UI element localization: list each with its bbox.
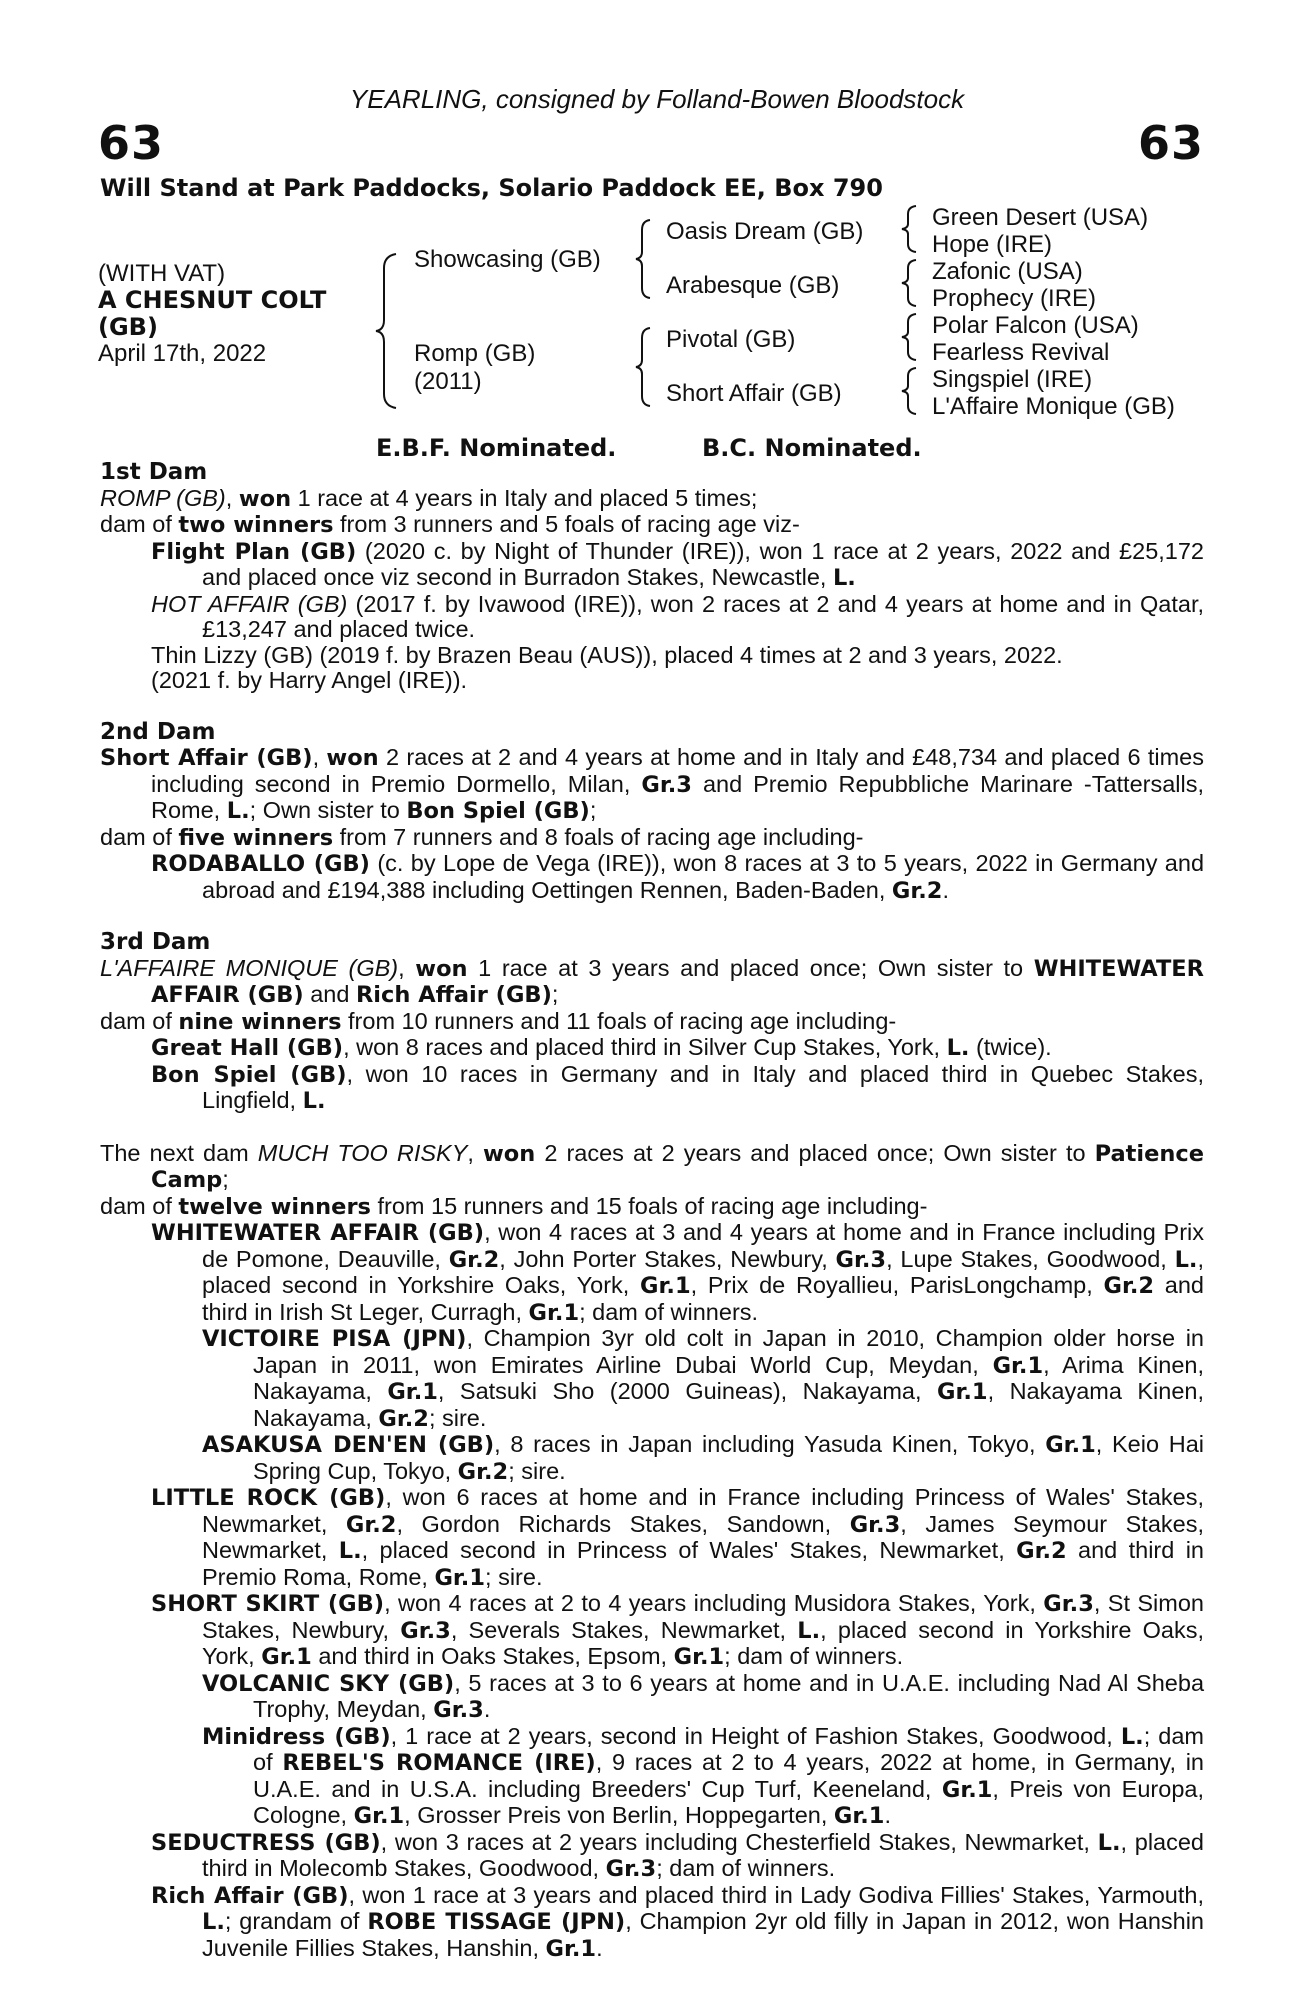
progeny-text: , Preis von Europa, Cologne, bbox=[253, 1775, 1204, 1828]
progeny-bold-text: Gr.1 bbox=[387, 1379, 438, 1405]
progeny-bold-text: Gr.1 bbox=[528, 1299, 580, 1326]
stabling-location: Will Stand at Park Paddocks, Solario Paddock EE, Box 790 bbox=[100, 174, 883, 202]
progeny-text: , Champion 2yr old filly in Japan in 2012, won Hanshin Juvenile Fillies Stakes, Hanshin, bbox=[202, 1908, 1204, 1961]
progeny-bold-text: L. bbox=[797, 1617, 821, 1644]
ggp-6: Fearless Revival bbox=[932, 339, 1110, 366]
third-dam-heading: 3rd Dam bbox=[100, 929, 211, 955]
progeny-text: , 5 races at 3 to 6 years at home and in U.A.E. including Nad Al Sheba Trophy, Meydan, bbox=[253, 1669, 1205, 1722]
progeny-text: , placed second in Princess of Wales' Stakes, Newmarket, bbox=[361, 1537, 1017, 1563]
progeny-bold-text: Gr.3 bbox=[400, 1617, 451, 1644]
progeny-text: , St Simon Stakes, Newbury, bbox=[202, 1590, 1204, 1643]
first-dam-summary: ROMP (GB), won 1 race at 4 years in Italy and placed 5 times; bbox=[100, 484, 758, 512]
ggp-7: Singspiel (IRE) bbox=[932, 366, 1093, 393]
progeny-text: . bbox=[596, 1934, 603, 1961]
progeny-text: , Nakayama Kinen, Nakayama, bbox=[253, 1378, 1205, 1431]
progeny-bold-text: VICTOIRE PISA (JPN) bbox=[202, 1326, 467, 1352]
second-dam-foal-1: RODABALLO (GB) (c. by Lope de Vega (IRE)), won 8 races at 3 to 5 years, 2022 in Germany and abroad and £194,388 including Oettingen Rennen, Baden-Baden, Gr.2. bbox=[151, 850, 1205, 904]
progeny-bold-text: Gr.1 bbox=[833, 1803, 885, 1829]
progeny-entry bbox=[202, 1724, 1204, 1830]
progeny-bold-text: L. bbox=[1120, 1723, 1144, 1750]
progeny-bold-text: Gr.2 bbox=[448, 1246, 500, 1273]
next-dam-progeny-list bbox=[100, 1220, 1204, 1962]
horse-name-suffix: (GB) bbox=[98, 313, 158, 341]
progeny-entry bbox=[151, 1220, 1204, 1326]
third-dam-foal-1: Great Hall (GB), won 8 races and placed third in Silver Cup Stakes, York, L. (twice). bbox=[151, 1034, 1052, 1061]
progeny-text: , Keio Hai Spring Cup, Tokyo, bbox=[253, 1431, 1205, 1484]
pedigree-brace-dam bbox=[634, 326, 656, 408]
progeny-text: , Satsuki Sho (2000 Guineas), Nakayama, bbox=[437, 1378, 938, 1404]
progeny-text: , won 3 races at 2 years including Chesterfield Stakes, Newmarket, bbox=[380, 1828, 1098, 1855]
progeny-text: , 1 race at 2 years, second in Height of Fashion Stakes, Goodwood, bbox=[390, 1722, 1121, 1749]
progeny-entry bbox=[202, 1326, 1204, 1432]
ggp-4: Prophecy (IRE) bbox=[932, 285, 1097, 312]
pedigree-brace-sd bbox=[900, 258, 922, 308]
produce-record bbox=[100, 460, 1204, 1962]
progeny-text: , won 1 race at 3 years and placed third in Lady Godiva Fillies' Stakes, Yarmouth, bbox=[348, 1881, 1204, 1908]
vat-note: (WITH VAT) bbox=[98, 260, 226, 287]
progeny-bold-text: Gr.2 bbox=[1016, 1538, 1067, 1564]
first-dam-foal-2: HOT AFFAIR (GB) (2017 f. by Ivawood (IRE)), won 2 races at 2 and 4 years at home and in Qatar, £13,247 and placed twice. bbox=[151, 590, 1204, 642]
ggp-3: Zafonic (USA) bbox=[932, 258, 1083, 285]
progeny-bold-text: Gr.2 bbox=[378, 1405, 429, 1432]
progeny-text: , placed second in Yorkshire Oaks, York, bbox=[202, 1616, 1204, 1669]
ggp-5: Polar Falcon (USA) bbox=[932, 312, 1139, 339]
next-dam-produce: dam of twelve winners from 15 runners and 15 foals of racing age including- bbox=[100, 1192, 928, 1220]
progeny-text: , Gordon Richards Stakes, Sandown, bbox=[396, 1510, 850, 1537]
progeny-text: . bbox=[884, 1802, 891, 1828]
progeny-text: ; grandam of bbox=[224, 1908, 368, 1934]
progeny-text: , won 6 races at home and in France including Princess of Wales' Stakes, Newmarket, bbox=[202, 1484, 1204, 1537]
progeny-bold-text: SEDUCTRESS (GB) bbox=[151, 1829, 381, 1856]
dam-year: (2011) bbox=[414, 368, 482, 395]
progeny-text: ; dam of winners. bbox=[724, 1643, 904, 1669]
pedigree-brace-dd bbox=[900, 366, 922, 416]
catalogue-header: YEARLING, consigned by Folland-Bowen Bloodstock bbox=[349, 84, 965, 114]
progeny-bold-text: L. bbox=[1097, 1829, 1121, 1856]
progeny-text: , Arima Kinen, Nakayama, bbox=[253, 1351, 1205, 1404]
progeny-bold-text: Gr.3 bbox=[835, 1246, 887, 1273]
progeny-bold-text: ROBE TISSAGE (JPN) bbox=[367, 1909, 626, 1935]
pedigree-brace-sire bbox=[634, 218, 656, 300]
horse-name: A CHESNUT COLT bbox=[98, 286, 327, 314]
progeny-bold-text: Gr.1 bbox=[992, 1352, 1044, 1379]
dam: Romp (GB) bbox=[414, 340, 536, 367]
third-dam-produce: dam of nine winners from 10 runners and 11 foals of racing age including- bbox=[100, 1007, 897, 1035]
progeny-text: , 9 races at 2 to 4 years, 2022 at home, in Germany, in U.A.E. and in U.S.A. including Breeders' Cup Turf, Keeneland, bbox=[253, 1749, 1205, 1802]
progeny-text: , James Seymour Stakes, Newmarket, bbox=[202, 1510, 1205, 1563]
progeny-text: ; dam of winners. bbox=[656, 1855, 836, 1881]
progeny-bold-text: Gr.2 bbox=[345, 1511, 397, 1538]
pedigree-brace-main bbox=[374, 252, 404, 410]
dam-dam: Short Affair (GB) bbox=[666, 380, 842, 407]
progeny-bold-text: Gr.3 bbox=[605, 1856, 657, 1882]
first-dam-foal-1: Flight Plan (GB) (2020 c. by Night of Thunder (IRE)), won 1 race at 2 years, 2022 and £25,172 and placed once viz second in Burradon Stakes, Newcastle, L. bbox=[151, 537, 1205, 591]
first-dam-heading: 1st Dam bbox=[100, 459, 208, 485]
progeny-text: ; dam of winners. bbox=[579, 1298, 759, 1325]
progeny-bold-text: VOLCANIC SKY (GB) bbox=[202, 1670, 455, 1697]
next-dam-summary: The next dam MUCH TOO RISKY, won 2 races at 2 years and placed once; Own sister to Patience Camp; bbox=[100, 1139, 1205, 1193]
progeny-bold-text: Gr.2 bbox=[1103, 1273, 1155, 1299]
second-dam-heading: 2nd Dam bbox=[100, 718, 216, 745]
progeny-entry bbox=[151, 1485, 1204, 1591]
progeny-bold-text: Gr.1 bbox=[261, 1644, 312, 1670]
first-dam-foal-3: Thin Lizzy (GB) (2019 f. by Brazen Beau (AUS)), placed 4 times at 2 and 3 years, 2022. bbox=[151, 641, 1063, 668]
progeny-text: , placed second in Yorkshire Oaks, York, bbox=[202, 1245, 1204, 1298]
progeny-text: and third in Premio Roma, Rome, bbox=[202, 1537, 1204, 1590]
progeny-bold-text: Gr.1 bbox=[673, 1644, 725, 1670]
progeny-bold-text: ASAKUSA DEN'EN (GB) bbox=[202, 1432, 495, 1458]
progeny-text: , Prix de Royallieu, ParisLongchamp, bbox=[690, 1272, 1104, 1298]
progeny-text: , Champion 3yr old colt in Japan in 2010, Champion older horse in Japan in 2011, won Emirates Airline Dubai World Cup, Meydan, bbox=[253, 1325, 1204, 1378]
ggp-2: Hope (IRE) bbox=[932, 231, 1053, 258]
progeny-text: ; sire. bbox=[508, 1457, 566, 1484]
progeny-text: , won 4 races at 2 to 4 years including Musidora Stakes, York, bbox=[384, 1590, 1044, 1616]
progeny-bold-text: Gr.1 bbox=[640, 1273, 691, 1299]
progeny-bold-text: WHITEWATER AFFAIR (GB) bbox=[151, 1220, 485, 1246]
progeny-bold-text: Gr.1 bbox=[937, 1379, 988, 1405]
progeny-text: . bbox=[483, 1696, 491, 1722]
progeny-entry bbox=[151, 1830, 1204, 1883]
progeny-entry bbox=[202, 1432, 1204, 1485]
progeny-text: ; dam of bbox=[253, 1722, 1204, 1775]
progeny-bold-text: Minidress (GB) bbox=[202, 1723, 391, 1750]
progeny-text: , John Porter Stakes, Newbury, bbox=[499, 1245, 836, 1272]
progeny-bold-text: L. bbox=[202, 1909, 225, 1935]
progeny-bold-text: LITTLE ROCK (GB) bbox=[151, 1485, 386, 1511]
progeny-bold-text: Rich Affair (GB) bbox=[151, 1882, 349, 1909]
ggp-8: L'Affaire Monique (GB) bbox=[932, 393, 1175, 420]
second-dam-summary: Short Affair (GB), won 2 races at 2 and 4 years at home and in Italy and £48,734 and placed 6 times including second in Premio Dormello, Milan, Gr.3 and Premio Repubbliche Marinare -Tattersalls, Rome, L.; Own sister to Bon Spiel (GB); bbox=[100, 744, 1205, 824]
pedigree-brace-ds bbox=[900, 312, 922, 362]
lot-number-right: 63 bbox=[1137, 116, 1204, 170]
progeny-text: , Grosser Preis von Berlin, Hoppegarten, bbox=[404, 1802, 834, 1828]
progeny-bold-text: L. bbox=[338, 1538, 362, 1564]
progeny-text: , won 4 races at 3 and 4 years at home and in France including Prix de Pomone, Deauville, bbox=[202, 1219, 1204, 1272]
ggp-1: Green Desert (USA) bbox=[932, 204, 1149, 231]
ebf-nomination: E.B.F. Nominated. bbox=[376, 434, 617, 462]
progeny-bold-text: Gr.1 bbox=[1045, 1432, 1096, 1458]
progeny-entry bbox=[202, 1671, 1204, 1724]
progeny-text: ; sire. bbox=[485, 1563, 543, 1590]
bc-nomination: B.C. Nominated. bbox=[702, 434, 922, 462]
progeny-bold-text: Gr.1 bbox=[434, 1564, 486, 1591]
progeny-bold-text: SHORT SKIRT (GB) bbox=[151, 1591, 385, 1617]
second-dam-produce: dam of five winners from 7 runners and 8 foals of racing age including- bbox=[100, 823, 864, 851]
progeny-bold-text: L. bbox=[1174, 1246, 1198, 1273]
progeny-bold-text: Gr.1 bbox=[941, 1776, 993, 1803]
sire-sire: Oasis Dream (GB) bbox=[666, 218, 864, 245]
sire: Showcasing (GB) bbox=[414, 246, 601, 273]
lot-number-left: 63 bbox=[98, 116, 165, 170]
progeny-text: and third in Oaks Stakes, Epsom, bbox=[311, 1643, 674, 1669]
progeny-bold-text: Gr.3 bbox=[433, 1697, 484, 1723]
progeny-bold-text: REBEL'S ROMANCE (IRE) bbox=[282, 1750, 596, 1776]
progeny-entry bbox=[151, 1591, 1204, 1671]
progeny-text: , 8 races in Japan including Yasuda Kinen, Tokyo, bbox=[494, 1431, 1046, 1457]
sire-dam: Arabesque (GB) bbox=[666, 272, 840, 299]
first-dam-produce: dam of two winners from 3 runners and 5 foals of racing age viz- bbox=[100, 511, 800, 538]
first-dam-foal-4: (2021 f. by Harry Angel (IRE)). bbox=[151, 667, 468, 693]
progeny-text: , Lupe Stakes, Goodwood, bbox=[886, 1245, 1175, 1272]
progeny-bold-text: Gr.2 bbox=[457, 1458, 509, 1485]
progeny-text: ; sire. bbox=[428, 1404, 487, 1431]
progeny-text: and third in Irish St Leger, Curragh, bbox=[202, 1272, 1205, 1325]
progeny-bold-text: Gr.3 bbox=[1043, 1591, 1094, 1617]
foaling-date: April 17th, 2022 bbox=[98, 340, 267, 367]
third-dam-summary: L'AFFAIRE MONIQUE (GB), won 1 race at 3 years and placed once; Own sister to WHITEWATER AFFAIR (GB) and Rich Affair (GB); bbox=[100, 954, 1204, 1008]
third-dam-foal-2: Bon Spiel (GB), won 10 races in Germany and in Italy and placed third in Quebec Stakes, Lingfield, L. bbox=[151, 1060, 1204, 1114]
progeny-bold-text: Gr.3 bbox=[849, 1511, 901, 1538]
progeny-bold-text: Gr.1 bbox=[353, 1803, 405, 1829]
pedigree-brace-ss bbox=[900, 204, 922, 254]
progeny-bold-text: Gr.1 bbox=[545, 1935, 597, 1962]
progeny-text: , Severals Stakes, Newmarket, bbox=[450, 1616, 798, 1643]
progeny-text: , placed third in Molecomb Stakes, Goodwood, bbox=[202, 1828, 1204, 1881]
dam-sire: Pivotal (GB) bbox=[666, 326, 796, 353]
progeny-entry bbox=[151, 1883, 1204, 1963]
